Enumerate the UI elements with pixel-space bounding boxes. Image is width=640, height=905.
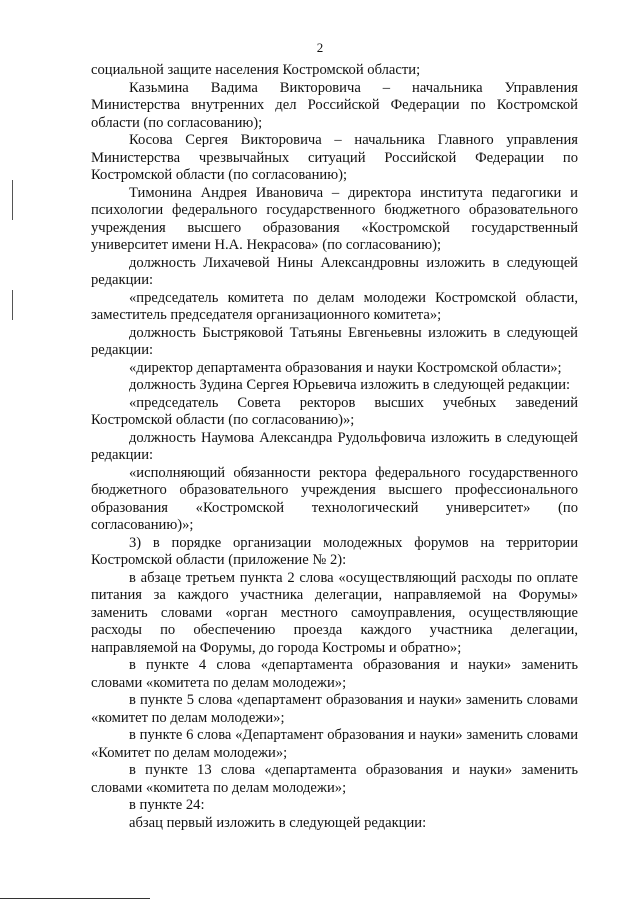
bottom-rule — [0, 898, 150, 899]
paragraph: абзац первый изложить в следующей редакции: — [129, 814, 427, 831]
paragraph: «председатель Совета ректоров высших учебных заведений Костромской области (по согласованию)»; — [91, 394, 578, 428]
paragraph: должность Наумова Александра Рудольфовича изложить в следующей редакции: — [91, 429, 578, 463]
paragraph: Казьмина Вадима Викторовича – начальника Управления Министерства внутренних дел Российской Федерации по Костромской области (по согласованию); — [91, 79, 578, 131]
margin-mark-lower — [12, 290, 13, 320]
paragraph: в абзаце третьем пункта 2 слова «осуществляющий расходы по оплате питания за каждого участника делегации, направляемой на Форумы» заменить словами «орган местного самоуправления, осуществляющие расходы по обеспечению проезда каждого участника делегации, направляемой на Форумы, до города Костромы и обратно»; — [91, 569, 578, 656]
paragraph: «председатель комитета по делам молодежи Костромской области, заместитель председателя организационного комитета»; — [91, 289, 578, 323]
paragraph: должность Лихачевой Нины Александровны изложить в следующей редакции: — [91, 254, 578, 288]
paragraph: должность Быстряковой Татьяны Евгеньевны изложить в следующей редакции: — [91, 324, 578, 358]
paragraph: должность Зудина Сергея Юрьевича изложить в следующей редакции: — [129, 377, 571, 393]
paragraph: в пункте 13 слова «департамента образования и науки» заменить словами «комитета по делам молодежи»; — [91, 762, 578, 796]
paragraph: в пункте 24: — [129, 797, 205, 813]
document-body — [91, 62, 578, 832]
page-number: 2 — [316, 40, 324, 55]
margin-mark-upper — [12, 180, 13, 220]
paragraph: в пункте 4 слова «департамента образования и науки» заменить словами «комитета по делам молодежи»; — [91, 657, 578, 691]
paragraph: в пункте 6 слова «Департамент образования и науки» заменить словами «Комитет по делам молодежи»; — [91, 727, 578, 761]
paragraph: в пункте 5 слова «департамент образования и науки» заменить словами «комитет по делам молодежи»; — [91, 692, 578, 726]
paragraph: «исполняющий обязанности ректора федерального государственного бюджетного образовательного учреждения высшего профессионального образования «Костромской технологический университет» (по согласованию)»; — [91, 464, 578, 533]
paragraph: 3) в порядке организации молодежных форумов на территории Костромской области (приложение № 2): — [91, 534, 578, 568]
paragraph: Тимонина Андрея Ивановича – директора института педагогики и психологии федерального государственного бюджетного образовательного учреждения высшего образования «Костромской государственный университет имени Н.А. Некрасова» (по согласованию); — [91, 184, 578, 253]
paragraph: социальной защите населения Костромской области; — [91, 62, 421, 78]
paragraph: Косова Сергея Викторовича – начальника Главного управления Министерства чрезвычайных ситуаций Российской Федерации по Костромской области (по согласованию); — [91, 132, 578, 183]
paragraph: «директор департамента образования и науки Костромской области»; — [129, 359, 562, 376]
